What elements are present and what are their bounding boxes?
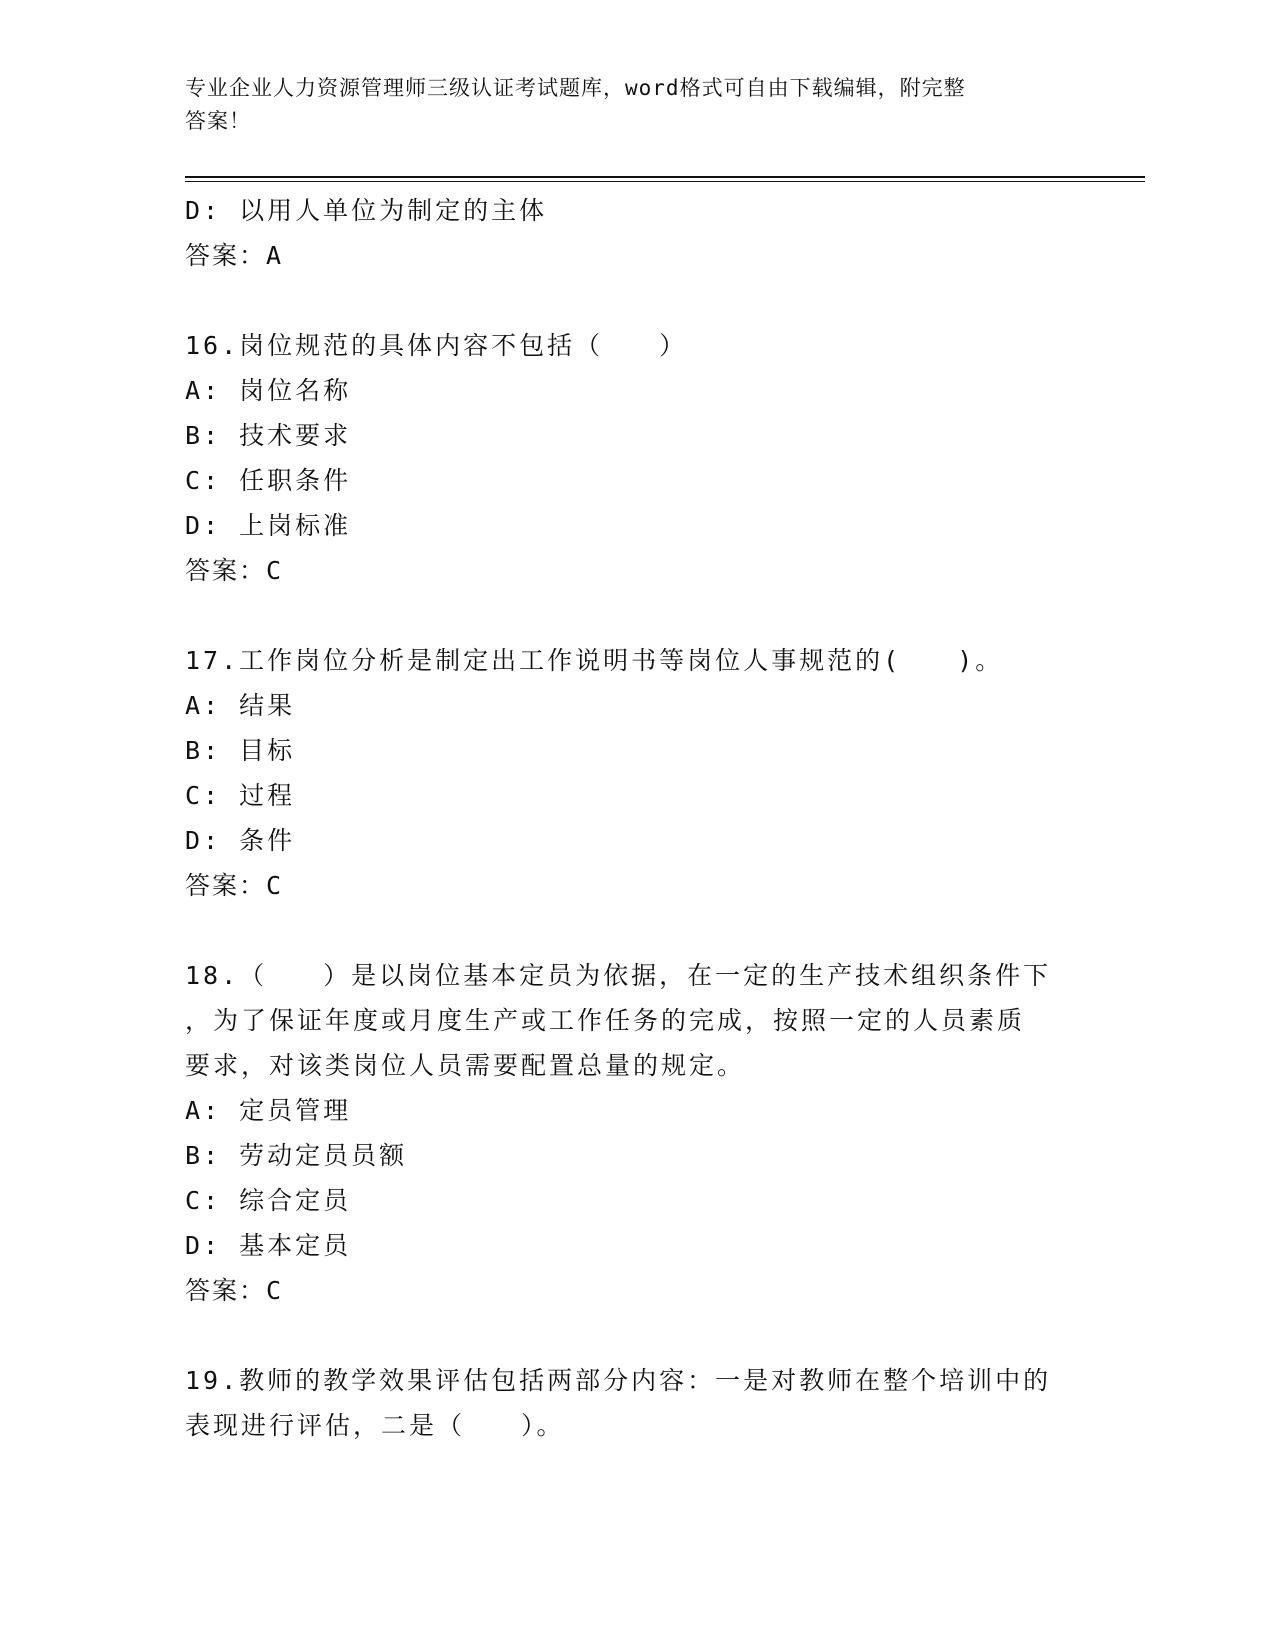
answer-value: C [266, 871, 284, 900]
answer-value: A [266, 241, 284, 270]
answer-label: 答案： [185, 871, 267, 900]
question-18 [185, 953, 1085, 1313]
option-a: A: 岗位名称 [185, 376, 352, 405]
option-a: A: 定员管理 [185, 1096, 352, 1125]
question-17 [185, 638, 1085, 908]
answer [185, 863, 1085, 908]
answer-label: 答案： [185, 1276, 267, 1305]
option-c: C: 任职条件 [185, 466, 352, 495]
answer-label: 答案： [185, 241, 267, 270]
header-line-1: 专业企业人力资源管理师三级认证考试题库，word格式可自由下载编辑，附完整 [185, 76, 966, 100]
question-list [185, 188, 1085, 1448]
header-divider-thick [185, 176, 1145, 178]
option-b: B: 技术要求 [185, 421, 352, 450]
question-text: 16.岗位规范的具体内容不包括（ ） [185, 331, 688, 360]
option-d: D: 上岗标准 [185, 511, 352, 540]
prev-answer [185, 233, 1085, 278]
question-text-line-2: 表现进行评估，二是（ ）。 [185, 1411, 565, 1440]
question-text-line-2: ，为了保证年度或月度生产或工作任务的完成，按照一定的人员素质 [185, 1006, 1026, 1035]
question-text-line-1: 18.（ ）是以岗位基本定员为依据，在一定的生产技术组织条件下 [185, 961, 1052, 990]
answer [185, 548, 1085, 593]
option-d: D: 基本定员 [185, 1231, 352, 1260]
question-text: 17.工作岗位分析是制定出工作说明书等岗位人事规范的( )。 [185, 646, 1004, 675]
answer-value: C [266, 556, 284, 585]
answer-label: 答案： [185, 556, 267, 585]
question-16 [185, 323, 1085, 593]
option-a: A: 结果 [185, 691, 296, 720]
option-c: C: 过程 [185, 781, 296, 810]
option-b: B: 目标 [185, 736, 296, 765]
answer [185, 1268, 1085, 1313]
header-line-2: 答案！ [185, 109, 251, 133]
option-b: B: 劳动定员员额 [185, 1141, 408, 1170]
option-d: D: 条件 [185, 826, 296, 855]
header-divider-thin [185, 181, 1145, 182]
question-text-line-3: 要求，对该类岗位人员需要配置总量的规定。 [185, 1051, 746, 1080]
question-text-line-1: 19.教师的教学效果评估包括两部分内容：一是对教师在整个培训中的 [185, 1366, 1052, 1395]
answer-value: C [266, 1276, 284, 1305]
prev-option-d: D: 以用人单位为制定的主体 [185, 196, 548, 225]
option-c: C: 综合定员 [185, 1186, 352, 1215]
question-19 [185, 1358, 1085, 1448]
page-header [185, 72, 1065, 138]
